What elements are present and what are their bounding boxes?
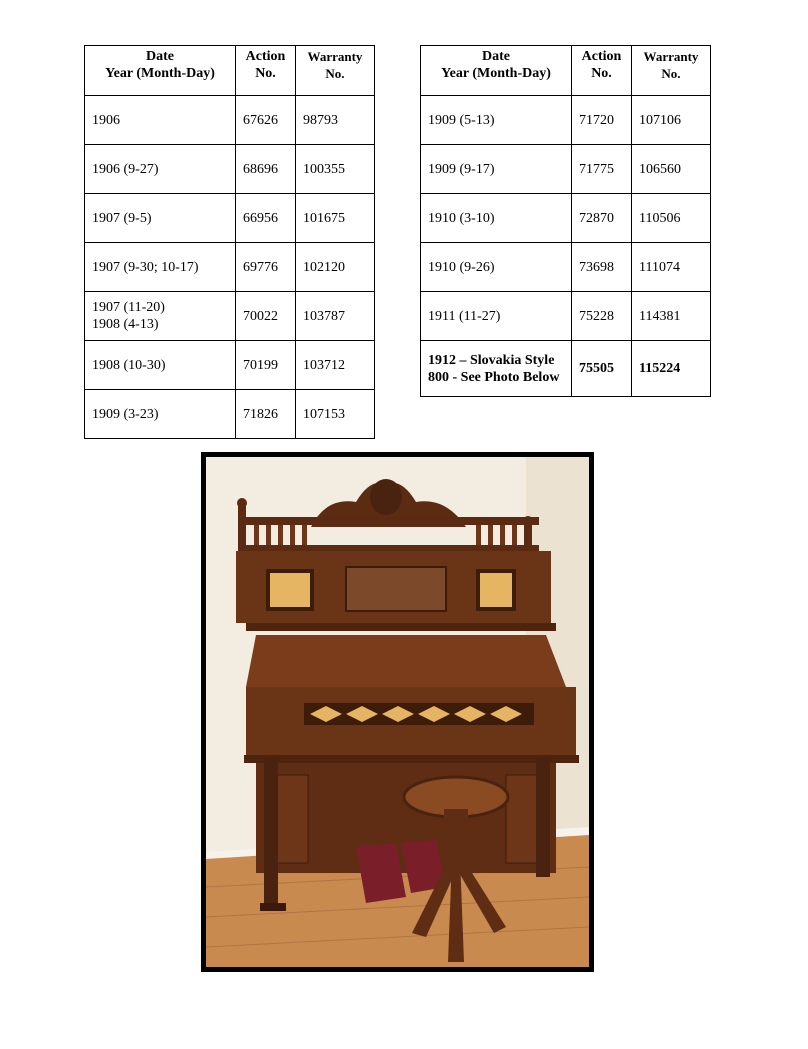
cell-action: 71775: [572, 145, 632, 194]
header-warranty: Warranty No.: [296, 46, 375, 96]
serial-table-right: [420, 45, 711, 397]
cell-date: 1907 (11-20) 1908 (4-13): [85, 292, 236, 341]
table-row: [85, 96, 375, 145]
cell-action: 69776: [236, 243, 296, 292]
header-date: Date Year (Month-Day): [85, 46, 236, 96]
table-row: [421, 194, 711, 243]
cell-date: 1910 (3-10): [421, 194, 572, 243]
cell-action: 73698: [572, 243, 632, 292]
cell-date: 1906 (9-27): [85, 145, 236, 194]
table-row: [85, 243, 375, 292]
cell-warranty: 115224: [632, 341, 711, 397]
cell-date: 1909 (5-13): [421, 96, 572, 145]
cell-warranty: 103787: [296, 292, 375, 341]
cell-warranty: 107153: [296, 390, 375, 439]
cell-warranty: 102120: [296, 243, 375, 292]
cell-action: 71720: [572, 96, 632, 145]
serial-table-left: [84, 45, 375, 439]
cell-date: 1907 (9-30; 10-17): [85, 243, 236, 292]
cell-warranty: 110506: [632, 194, 711, 243]
cell-warranty: 111074: [632, 243, 711, 292]
cell-warranty: 107106: [632, 96, 711, 145]
cell-warranty: 114381: [632, 292, 711, 341]
cell-action: 67626: [236, 96, 296, 145]
cell-date: 1910 (9-26): [421, 243, 572, 292]
table-row: [85, 292, 375, 341]
cell-warranty: 106560: [632, 145, 711, 194]
cell-date: 1909 (3-23): [85, 390, 236, 439]
cell-warranty: 103712: [296, 341, 375, 390]
cell-action: 71826: [236, 390, 296, 439]
cell-action: 68696: [236, 145, 296, 194]
table-row: [421, 292, 711, 341]
pump-organ-illustration: [206, 457, 589, 967]
cell-warranty: 100355: [296, 145, 375, 194]
cell-action: 75228: [572, 292, 632, 341]
cell-date: 1912 – Slovakia Style 800 - See Photo Below: [421, 341, 572, 397]
cell-date: 1907 (9-5): [85, 194, 236, 243]
cell-action: 72870: [572, 194, 632, 243]
table-row: [85, 390, 375, 439]
table-row: [85, 194, 375, 243]
cell-action: 70022: [236, 292, 296, 341]
cell-action: 70199: [236, 341, 296, 390]
table-header-row: [85, 46, 375, 96]
cell-warranty: 101675: [296, 194, 375, 243]
table-row: [421, 145, 711, 194]
table-row: [85, 341, 375, 390]
header-warranty: Warranty No.: [632, 46, 711, 96]
header-date: Date Year (Month-Day): [421, 46, 572, 96]
header-action: Action No.: [572, 46, 632, 96]
header-action: Action No.: [236, 46, 296, 96]
cell-date: 1908 (10-30): [85, 341, 236, 390]
table-header-row: [421, 46, 711, 96]
table-row: [85, 145, 375, 194]
cell-date: 1906: [85, 96, 236, 145]
cell-date: 1909 (9-17): [421, 145, 572, 194]
cell-warranty: 98793: [296, 96, 375, 145]
table-row-highlight: [421, 341, 711, 397]
table-row: [421, 243, 711, 292]
table-row: [421, 96, 711, 145]
cell-action: 66956: [236, 194, 296, 243]
cell-action: 75505: [572, 341, 632, 397]
organ-photo: [201, 452, 594, 972]
cell-date: 1911 (11-27): [421, 292, 572, 341]
